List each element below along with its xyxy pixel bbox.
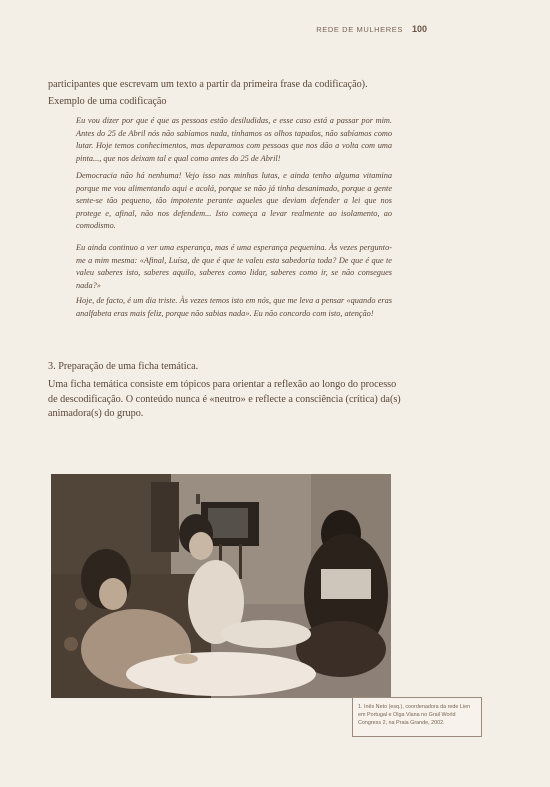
- section-heading: 3. Preparação de uma ficha temática.: [48, 361, 199, 372]
- example-heading: Exemplo de uma codificação: [48, 96, 167, 107]
- photo-caption: 1. Inês Neto (esq.), coordenadora da rede Lien em Portugal e Olga Viana no Grail World Congress 2, na Praia Grande, 2002.: [358, 704, 471, 726]
- section-paragraph: Uma ficha temática consiste em tópicos para orientar a reflexão ao longo do processo de descodificação. O conteúdo nunca é «neutro» e reflecte a consciência (crítica) da(s) animadora(s) do grupo.: [48, 379, 401, 419]
- quote-paragraph: Hoje, de facto, é um dia triste. Às vezes temos isto em nós, que me leva a pensar «quando eras analfabeta eras mais feliz, porque não sabias nada». Eu não concordo com isto, atenção!: [76, 296, 392, 318]
- page-header: [316, 24, 427, 34]
- page-number: 100: [411, 24, 427, 34]
- quote-paragraph: Democracia não há nenhuma! Vejo isso nas minhas lutas, e ainda tenho alguma vitamina porque me vou alimentando aqui e acolá, porque se não já tinha desanimado, porque a gente sente-se tão pequeno, tão impotente perante aqueles que deviam defender a lei que nos protege e, afinal, não nos defendem... Isto começa a levar realmente ao isolamento, ao comodismo.: [76, 171, 392, 231]
- running-title: REDE DE MULHERES: [316, 25, 403, 34]
- photo-caption-box: [352, 697, 482, 737]
- quote-paragraph: Eu vou dizer por que é que as pessoas estão desiludidas, e esse caso está a passar por mim. Antes do 25 de Abril nós não sabíamos nada, tínhamos os olhos tapados, não sabíamos como lutar. Hoje temos conhecimentos, mas deparamos com pessoas que nos dão a volta com uma pinta..., que nos deixam tal e qual como antes do 25 de Abril!: [76, 116, 392, 163]
- intro-line: participantes que escrevam um texto a partir da primeira frase da codificação).: [48, 79, 368, 90]
- meeting-photo: [51, 474, 391, 698]
- quote-paragraph: Eu ainda continuo a ver uma esperança, mas é uma esperança pequenina. Às vezes pergunto-me a mim mesma: «Afinal, Luísa, de que é que te valeu esta sabedoria toda? De que é que te valeu saberes isto, saberes aquilo, saberes como lidar, saberes como ir, se não consegues nada?»: [76, 243, 392, 290]
